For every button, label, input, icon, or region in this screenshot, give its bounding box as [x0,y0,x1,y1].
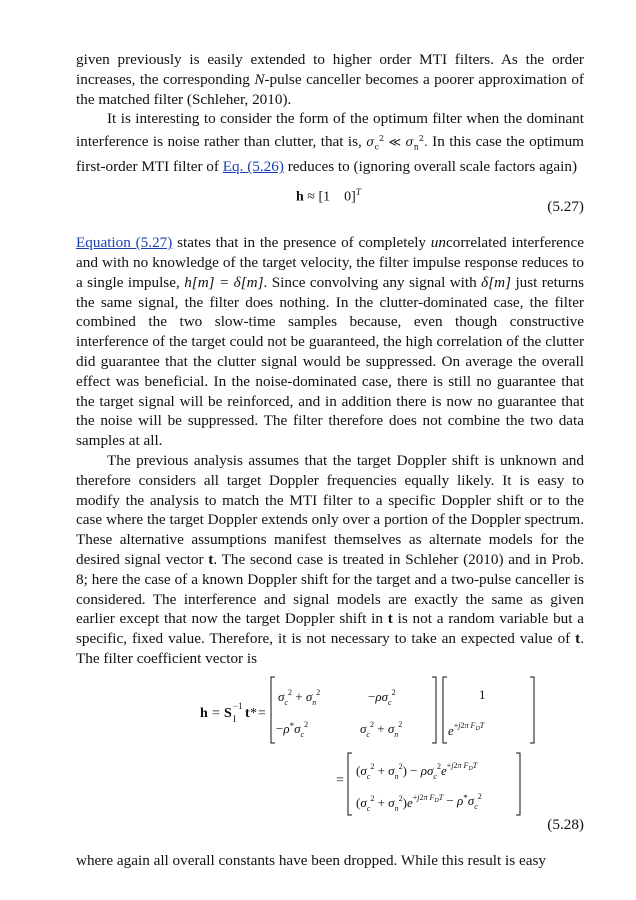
matrix-entries [276,688,402,739]
svg-text:=: = [258,705,266,721]
svg-text:(σc2 + σn2)e+j2π FDT − ρ*σc2: $(\sigma_c^2 + \sigma_n^2)e^+j2\pi$ FDT − $\rho^*\sigma_c^2$ [356,791,482,813]
equation-5-28 [76,669,584,833]
page-content [76,50,584,871]
eq-lhs-h: h [296,189,304,205]
paragraph-4: The previous analysis assumes that the target Doppler shift is unknown and therefore considers all target Doppler frequencies equally likely. It is easy to modify the analysis to match the MTI filter to a specific Doppler shift or to the case where the target Doppler extends only over a portion of the Doppler spectrum. These alternative assumptions manifest themselves as alternate models for the desired signal vector t. The second case is treated in Schleher (2010) and in Prob. 8; here the case of a known Doppler shift for the target and a two-pulse canceller is considered. The interference and signal models are exactly the same as given earlier except that now the target Doppler shift in t is not a random variable but a specific, fixed value. Therefore, it is not necessary to take an expected value of t. The filter coefficient vector is [76,451,584,667]
svg-text:S: S [224,705,232,721]
svg-text:=: = [212,705,220,721]
equation-number-5-28: (5.28) [547,815,584,833]
svg-text:e+j2π FDT: e+j2π FDT [448,720,485,738]
paragraph-3: Equation (5.27) states that in the presence of completely uncorrelated interference and with no knowledge of the target velocity, the filter impulse response reduces to a single impulse, h[m] = δ[m]. Since convolving any signal with δ[m] just returns the same signal, the filter does nothing. In the clutter-dominated case, the filter combined the two slow-time samples because, even though constructive interference of the target could not be guaranteed, the high correlation of the clutter did guarantee that the clutter signal would be suppressed. On average the overall effect was beneficial. In the noise-dominated case, there is still no guarantee that the target signal will be reinforced, and in addition there is now no guarantee that the noise will be suppressed. The filter therefore does not combine the two data samples at all. [76,234,584,450]
inline-equation: $\sigma_c^2$ ≪ $\sigma_n^2$. [366,134,428,152]
svg-text:−ρ*σc2: $-\rho^*\sigma_c^2$ [276,719,309,739]
svg-text:*: * [250,705,257,721]
equation-5-28-graphic [76,669,584,821]
svg-text:I: I [233,713,236,724]
result-right-bracket [516,753,520,815]
equation-number-5-27: (5.27) [547,198,584,216]
eq-5-26-link[interactable]: Eq. (5.26) [222,158,284,176]
eq-528-lhs [200,701,266,724]
svg-text:−ρσc2: $-\rho\sigma_c^2$ [368,687,396,707]
svg-text:t: t [245,705,250,721]
result-left-bracket [348,753,352,815]
vector-entries [448,687,486,738]
equation-5-27: h ≈ [1 0]$^T$ (5.27) [296,187,584,216]
result-entries [356,761,482,813]
equation-5-27-link[interactable]: Equation (5.27) [76,234,173,252]
eq-528-second-equals: = [336,772,344,788]
impulse-expression: h[m] = δ[m] [184,273,264,291]
vector-left-bracket [443,677,447,743]
matrix-right-bracket [432,677,436,743]
vector-right-bracket [530,677,534,743]
paragraph-1: given previously is easily extended to higher order MTI filters. As the order increases, the corresponding N-pulse canceller becomes a poorer approximation of the matched filter (Schleher, 2010). [76,51,584,108]
italic-n: N [254,70,265,88]
paragraph-2: It is interesting to consider the form of the optimum filter when the dominant interference is noise rather than clutter, that is, $\sigma_c^2$ ≪ $\sigma_n^2$. In this case the optimum first-order MTI filter of Eq. (5.26) reduces to (ignoring overall scale factors again) [76,110,584,176]
svg-text:σc2 + σn2: $\sigma_c^2 + \sigma_n^2$ [360,719,403,739]
svg-text:−1: −1 [233,700,243,711]
paragraph-5: where again all overall constants have been dropped. While this result is easy [76,851,546,869]
svg-text:1: 1 [479,686,486,702]
svg-text:σc2 + σn2: $\sigma_c^2 + \sigma_n^2$ [278,687,321,707]
svg-text:h: h [200,705,208,721]
svg-text:(σc2 + σn2) − ρσc2e+j2π FDT: $(\sigma_c^2 + \sigma_n^2) - \rho\sigma_c^2e^+j2\pi$ FDT [356,760,478,781]
matrix-left-bracket [271,677,275,743]
